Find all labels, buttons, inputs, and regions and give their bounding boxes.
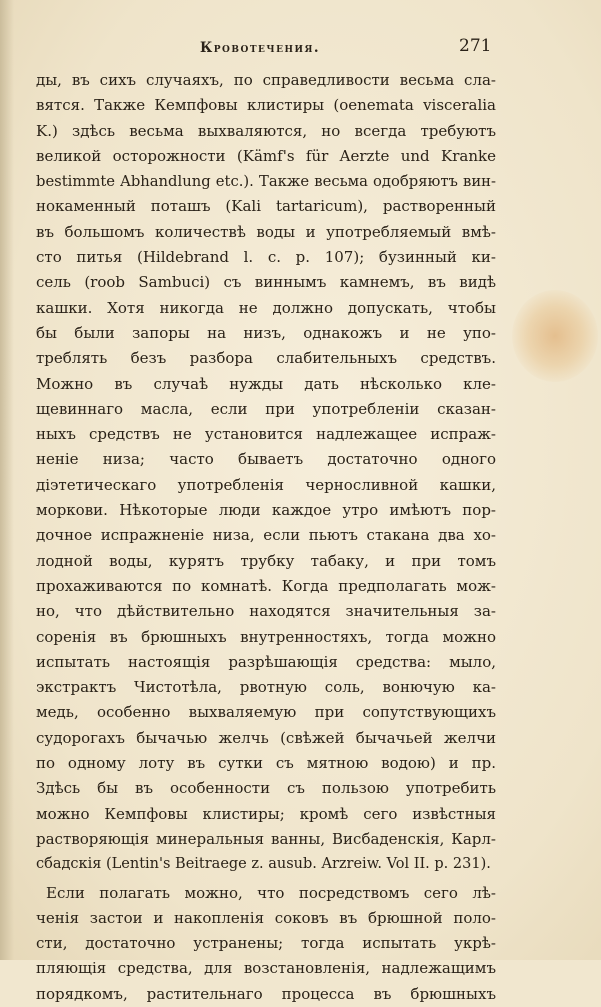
text-line: треблять безъ разбора слабительныхъ средствъ.: [36, 349, 496, 368]
text-line: ченія застои и накопленія соковъ въ брюшной поло-: [36, 908, 496, 927]
text-line: Если полагать можно, что посредствомъ сего лѣ-: [46, 883, 496, 902]
text-line: сто питья (Hildebrand l. c. p. 107); бузинный ки-: [36, 248, 496, 267]
paper-stain: [512, 290, 598, 382]
text-line: діэтетическаго употребленія черносливной кашки,: [36, 475, 496, 494]
text-line: вятся. Также Кемпфовы клистиры (oenemata visceralia: [36, 96, 496, 115]
text-line: бы были запоры на низъ, однакожъ и не упо-: [36, 323, 496, 342]
text-line: экстрактъ Чистотѣла, рвотную соль, вонючую ка-: [36, 678, 496, 697]
text-line: сбадскія (Lentin's Beitraege z. ausub. Arzreiw. Vol II. p. 231).: [36, 856, 491, 873]
text-line: великой осторожности (Kämf's für Aerzte und Kranke: [36, 146, 496, 165]
text-line: прохаживаются по комнатѣ. Когда предполагать мож-: [36, 576, 496, 595]
text-line: сти, достаточно устранены; тогда испытать укрѣ-: [36, 934, 496, 953]
text-line: ныхъ средствъ не установится надлежащее испраж-: [36, 425, 496, 444]
text-line: можно Кемпфовы клистиры; кромѣ сего извѣстныя: [36, 804, 496, 823]
text-line: лодной воды, курятъ трубку табаку, и при томъ: [36, 551, 496, 570]
text-line: Можно въ случаѣ нужды дать нѣсколько кле-: [36, 374, 496, 393]
text-line: испытать настоящія разрѣшающія средства: мыло,: [36, 652, 496, 671]
text-line: щевиннаго масла, если при употребленіи сказан-: [36, 399, 496, 418]
text-line: порядкомъ, растительнаго процесса въ брюшныхъ: [36, 984, 496, 1003]
text-line: по одному лоту въ сутки съ мятною водою) и пр.: [36, 754, 496, 773]
text-line: Здѣсь бы въ особенности съ пользою употребить: [36, 779, 496, 798]
text-line: кашки. Хотя никогда не должно допускать, чтобы: [36, 298, 496, 317]
text-line: растворяющія минеральныя ванны, Висбаденскія, Карл-: [36, 829, 496, 848]
text-line: сель (roob Sambuci) съ виннымъ камнемъ, въ видѣ: [36, 273, 496, 292]
text-line: медь, особенно выхваляемую при сопутствующихъ: [36, 703, 496, 722]
text-line: но, что дѣйствительно находятся значительныя за-: [36, 602, 496, 621]
text-line: K.) здѣсь весьма выхваляются, но всегда требуютъ: [36, 121, 496, 140]
text-line: въ большомъ количествѣ воды и употребляемый вмѣ-: [36, 222, 496, 241]
text-line: соренія въ брюшныхъ внутренностяхъ, тогда можно: [36, 627, 496, 646]
page-number: 271: [459, 36, 492, 56]
text-line: дочное испражненіе низа, если пьютъ стакана два хо-: [36, 526, 496, 545]
page-spine-shadow: [0, 0, 14, 960]
text-line: bestimmte Abhandlung etc.). Также весьма одобряютъ вин-: [36, 173, 496, 191]
text-line: судорогахъ бычачью желчь (свѣжей бычачьей желчи: [36, 728, 496, 747]
text-line: пляющія средства, для возстановленія, надлежащимъ: [36, 959, 496, 978]
text-line: ды, въ сихъ случаяхъ, по справедливости весьма сла-: [36, 71, 496, 89]
text-line: неніе низа; часто бываетъ достаточно одного: [36, 450, 496, 469]
text-line: нокаменный поташъ (Kali tartaricum), растворенный: [36, 197, 496, 216]
page-header: [0, 36, 601, 64]
running-title: Кровотечения.: [200, 40, 321, 56]
body-text: [36, 68, 496, 1007]
text-line: моркови. Нѣкоторые люди каждое утро имѣютъ пор-: [36, 501, 496, 520]
